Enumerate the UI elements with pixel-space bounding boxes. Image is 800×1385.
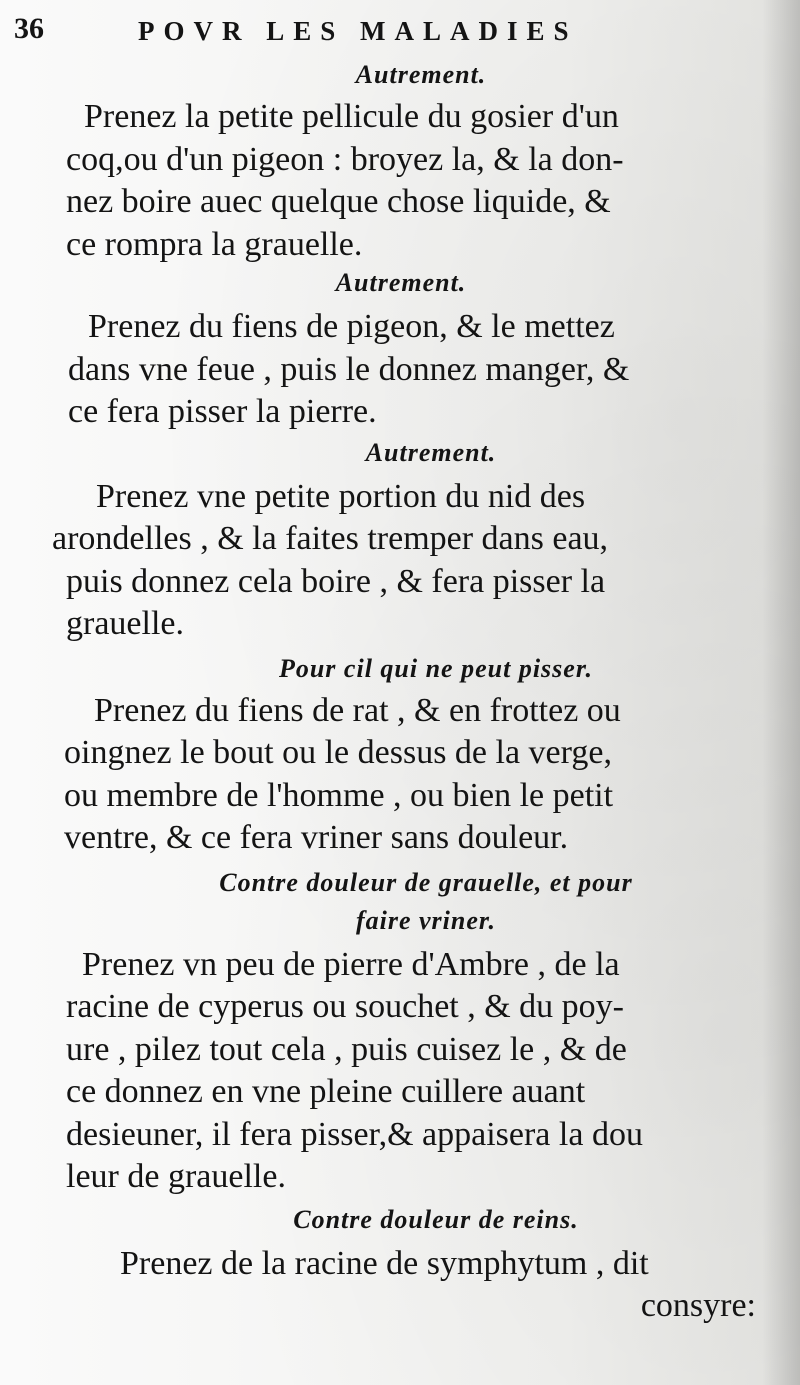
text-line: oingnez le bout ou le dessus de la verge, (64, 734, 612, 771)
text-line: puis donnez cela boire , & fera pisser la (66, 562, 606, 600)
text-line: ventre, & ce fera vriner sans douleur. (64, 819, 569, 856)
section-heading: Autrement. (355, 60, 487, 89)
text-line: Prenez de la racine de symphytum , dit (120, 1244, 649, 1282)
section-heading: Autrement. (335, 268, 467, 297)
text-line: Prenez vn peu de pierre d'Ambre , de la (82, 945, 620, 983)
text-line: ou membre de l'homme , ou bien le petit (64, 776, 614, 814)
page-header (14, 8, 794, 50)
text-line: ce fera pisser la pierre. (68, 393, 377, 430)
text-line: ce rompra la grauelle. (66, 225, 363, 263)
page-number: 36 (14, 12, 44, 45)
text-line: Prenez du fiens de pigeon, & le mettez (88, 308, 615, 345)
text-line: grauelle. (66, 605, 184, 642)
section-heading: Contre douleur de reins. (293, 1204, 579, 1234)
text-line: racine de cyperus ou souchet , & du poy- (66, 988, 624, 1025)
paragraph (56, 96, 756, 266)
paragraph (52, 476, 756, 646)
paragraph (56, 1243, 756, 1286)
paragraph (56, 690, 756, 860)
text-line: dans vne feue , puis le donnez manger, & (68, 350, 630, 388)
text-line: arondelles , & la faites tremper dans eau, (52, 520, 609, 557)
page-body (52, 54, 756, 1328)
text-line: Prenez la petite pellicule du gosier d'un (84, 98, 619, 135)
page-edge-shadow (762, 0, 800, 1385)
paragraph (56, 944, 756, 1199)
section-heading: Pour cil qui ne peut pisser. (278, 653, 594, 683)
running-head: POVR LES MALADIES (138, 16, 578, 46)
section-heading: Autrement. (365, 437, 497, 467)
text-line: ure , pilez tout cela , puis cuisez le , & de (66, 1030, 627, 1068)
section-heading: Contre douleur de grauelle, et pour faire vriner. (219, 867, 633, 935)
text-line: leur de grauelle. (66, 1158, 286, 1195)
catchword: consyre: (640, 1287, 756, 1324)
text-line: Prenez du fiens de rat , & en frottez ou (94, 691, 621, 729)
text-line: Prenez vne petite portion du nid des (96, 477, 586, 515)
text-line: coq,ou d'un pigeon : broyez la, & la don- (66, 140, 624, 178)
text-line: ce donnez en vne pleine cuillere auant (66, 1073, 586, 1110)
text-line: nez boire auec quelque chose liquide, & (66, 183, 611, 220)
text-line: desieuner, il fera pisser,& appaisera la dou (66, 1115, 643, 1153)
paragraph (56, 306, 756, 434)
